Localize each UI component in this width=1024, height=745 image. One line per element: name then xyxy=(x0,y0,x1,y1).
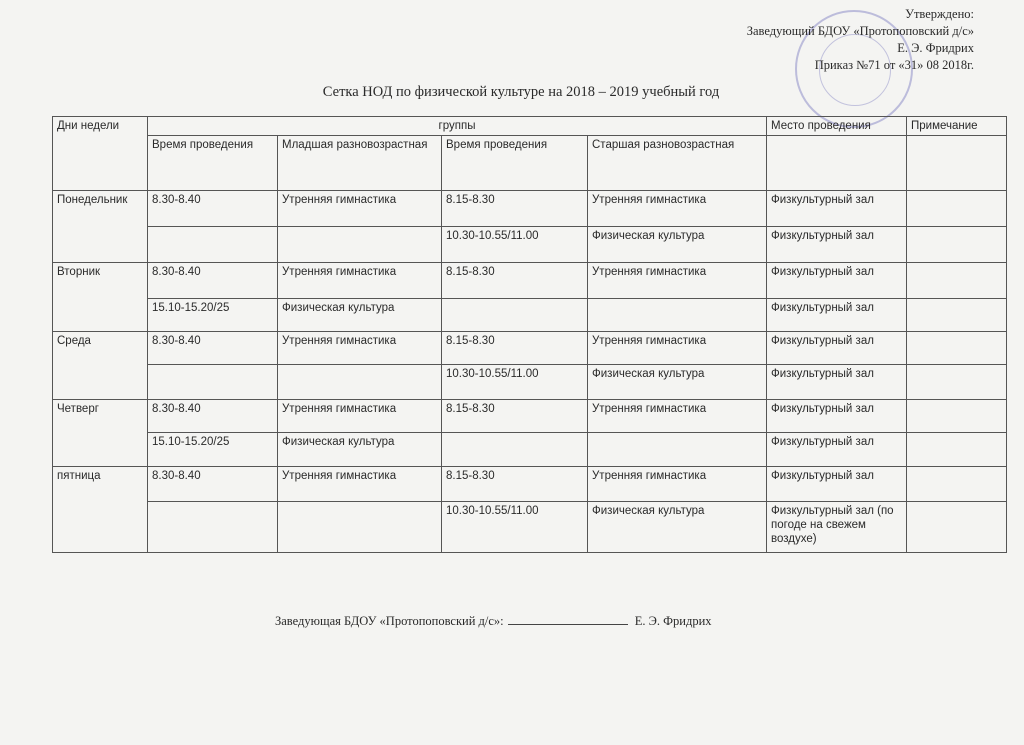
place-cell: Физкультурный зал xyxy=(767,467,907,502)
senior-activity-cell: Утренняя гимнастика xyxy=(588,467,767,502)
header-note-empty xyxy=(907,136,1007,191)
table-row xyxy=(53,467,1007,502)
time-senior-cell: 8.15-8.30 xyxy=(442,400,588,433)
senior-activity-cell: Физическая культура xyxy=(588,365,767,400)
approval-position: Заведующий БДОУ «Протопоповский д/с» xyxy=(746,24,974,38)
time-junior-cell: 8.30-8.40 xyxy=(148,467,278,502)
junior-activity-cell xyxy=(278,502,442,553)
header-days: Дни недели xyxy=(53,117,148,191)
note-cell xyxy=(907,332,1007,365)
note-cell xyxy=(907,299,1007,332)
table-row xyxy=(53,433,1007,467)
approval-block xyxy=(747,6,974,74)
senior-activity-cell xyxy=(588,299,767,332)
time-senior-cell xyxy=(442,433,588,467)
junior-activity-cell xyxy=(278,227,442,263)
junior-activity-cell: Утренняя гимнастика xyxy=(278,191,442,227)
time-junior-cell: 15.10-15.20/25 xyxy=(148,433,278,467)
place-cell: Физкультурный зал xyxy=(767,191,907,227)
footer-signature xyxy=(275,612,712,629)
senior-activity-cell: Физическая культура xyxy=(588,227,767,263)
senior-activity-cell: Утренняя гимнастика xyxy=(588,191,767,227)
approval-order: Приказ №71 от «31» 08 2018г. xyxy=(814,58,974,72)
note-cell xyxy=(907,400,1007,433)
footer-name: Е. Э. Фридрих xyxy=(634,614,712,628)
header-note: Примечание xyxy=(907,117,1007,136)
day-cell: Понедельник xyxy=(53,191,148,263)
approval-heading: Утверждено: xyxy=(905,7,974,21)
senior-activity-cell: Физическая культура xyxy=(588,502,767,553)
note-cell xyxy=(907,263,1007,299)
note-cell xyxy=(907,365,1007,400)
junior-activity-cell: Физическая культура xyxy=(278,433,442,467)
header-time-senior: Время проведения xyxy=(442,136,588,191)
time-junior-cell xyxy=(148,502,278,553)
header-time-junior: Время проведения xyxy=(148,136,278,191)
signature-line xyxy=(508,612,628,625)
senior-activity-cell: Утренняя гимнастика xyxy=(588,332,767,365)
senior-activity-cell: Утренняя гимнастика xyxy=(588,400,767,433)
time-junior-cell: 8.30-8.40 xyxy=(148,332,278,365)
senior-activity-cell: Утренняя гимнастика xyxy=(588,263,767,299)
time-senior-cell: 8.15-8.30 xyxy=(442,263,588,299)
header-junior-group: Младшая разновозрастная xyxy=(278,136,442,191)
junior-activity-cell: Физическая культура xyxy=(278,299,442,332)
junior-activity-cell: Утренняя гимнастика xyxy=(278,400,442,433)
header-row xyxy=(53,117,1007,136)
place-cell: Физкультурный зал xyxy=(767,263,907,299)
place-cell: Физкультурный зал (по погоде на свежем воздухе) xyxy=(767,502,907,553)
time-junior-cell: 8.30-8.40 xyxy=(148,400,278,433)
day-cell: Вторник xyxy=(53,263,148,332)
subheader-row xyxy=(53,136,1007,191)
day-cell: Четверг xyxy=(53,400,148,467)
place-cell: Физкультурный зал xyxy=(767,365,907,400)
junior-activity-cell: Утренняя гимнастика xyxy=(278,332,442,365)
header-place: Место проведения xyxy=(767,117,907,136)
place-cell: Физкультурный зал xyxy=(767,332,907,365)
table-row xyxy=(53,332,1007,365)
time-senior-cell: 10.30-10.55/11.00 xyxy=(442,365,588,400)
table-row xyxy=(53,365,1007,400)
time-senior-cell xyxy=(442,299,588,332)
header-place-empty xyxy=(767,136,907,191)
note-cell xyxy=(907,502,1007,553)
footer-label: Заведующая БДОУ «Протопоповский д/с»: xyxy=(275,614,504,628)
time-junior-cell xyxy=(148,227,278,263)
note-cell xyxy=(907,433,1007,467)
time-junior-cell: 8.30-8.40 xyxy=(148,191,278,227)
note-cell xyxy=(907,467,1007,502)
note-cell xyxy=(907,191,1007,227)
place-cell: Физкультурный зал xyxy=(767,400,907,433)
day-cell: Среда xyxy=(53,332,148,400)
time-junior-cell xyxy=(148,365,278,400)
time-senior-cell: 10.30-10.55/11.00 xyxy=(442,227,588,263)
time-junior-cell: 15.10-15.20/25 xyxy=(148,299,278,332)
day-cell: пятница xyxy=(53,467,148,553)
table-row xyxy=(53,227,1007,263)
document-title: Сетка НОД по физической культуре на 2018 – 2019 учебный год xyxy=(322,84,720,100)
time-senior-cell: 10.30-10.55/11.00 xyxy=(442,502,588,553)
table-row xyxy=(53,400,1007,433)
place-cell: Физкультурный зал xyxy=(767,227,907,263)
table-row xyxy=(53,502,1007,553)
note-cell xyxy=(907,227,1007,263)
table-row xyxy=(53,299,1007,332)
junior-activity-cell: Утренняя гимнастика xyxy=(278,263,442,299)
header-senior-group: Старшая разновозрастная xyxy=(588,136,767,191)
schedule-table xyxy=(52,116,1007,553)
approval-signer: Е. Э. Фридрих xyxy=(897,41,974,55)
table-row xyxy=(53,263,1007,299)
time-senior-cell: 8.15-8.30 xyxy=(442,332,588,365)
junior-activity-cell xyxy=(278,365,442,400)
time-junior-cell: 8.30-8.40 xyxy=(148,263,278,299)
place-cell: Физкультурный зал xyxy=(767,299,907,332)
place-cell: Физкультурный зал xyxy=(767,433,907,467)
time-senior-cell: 8.15-8.30 xyxy=(442,191,588,227)
junior-activity-cell: Утренняя гимнастика xyxy=(278,467,442,502)
time-senior-cell: 8.15-8.30 xyxy=(442,467,588,502)
header-groups: группы xyxy=(148,117,767,136)
senior-activity-cell xyxy=(588,433,767,467)
table-row xyxy=(53,191,1007,227)
